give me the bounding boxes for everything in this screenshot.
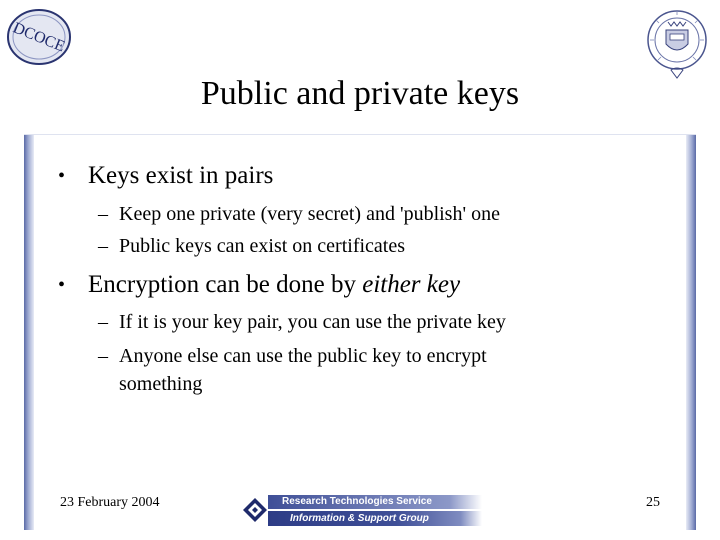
sub-bullet-text: Public keys can exist on certificates	[119, 235, 406, 257]
bullet-text: Keys exist in pairs	[88, 162, 274, 189]
dcoce-logo-text: DCOCE	[10, 19, 68, 56]
bullet-text	[88, 270, 460, 300]
dash-icon: –	[98, 235, 108, 257]
research-technologies-logo	[238, 494, 482, 528]
diamond-logo-icon	[242, 497, 268, 523]
dash-icon: –	[98, 203, 108, 225]
bullet-icon: •	[58, 274, 66, 296]
bullet-icon: •	[58, 165, 66, 187]
university-seal-logo	[644, 4, 710, 84]
sub-bullet-text: Keep one private (very secret) and 'publish' one	[119, 203, 500, 225]
bullet-text-plain: Encryption can be done by	[88, 271, 363, 298]
page-number: 25	[646, 495, 660, 510]
sub-bullet-text: Anyone else can use the public key to encrypt something	[119, 345, 487, 395]
bullet-text-emphasis: either key	[362, 271, 461, 298]
footer-date: 23 February 2004	[60, 495, 160, 510]
dcoce-logo	[4, 4, 74, 68]
logo-line-1: Research Technologies Service	[268, 495, 482, 509]
dash-icon: –	[98, 345, 108, 367]
logo-line-2: Information & Support Group	[268, 511, 482, 526]
dash-icon: –	[98, 311, 108, 333]
sub-bullet-text: If it is your key pair, you can use the private key	[119, 311, 506, 333]
slide-title: Public and private keys	[200, 75, 520, 112]
